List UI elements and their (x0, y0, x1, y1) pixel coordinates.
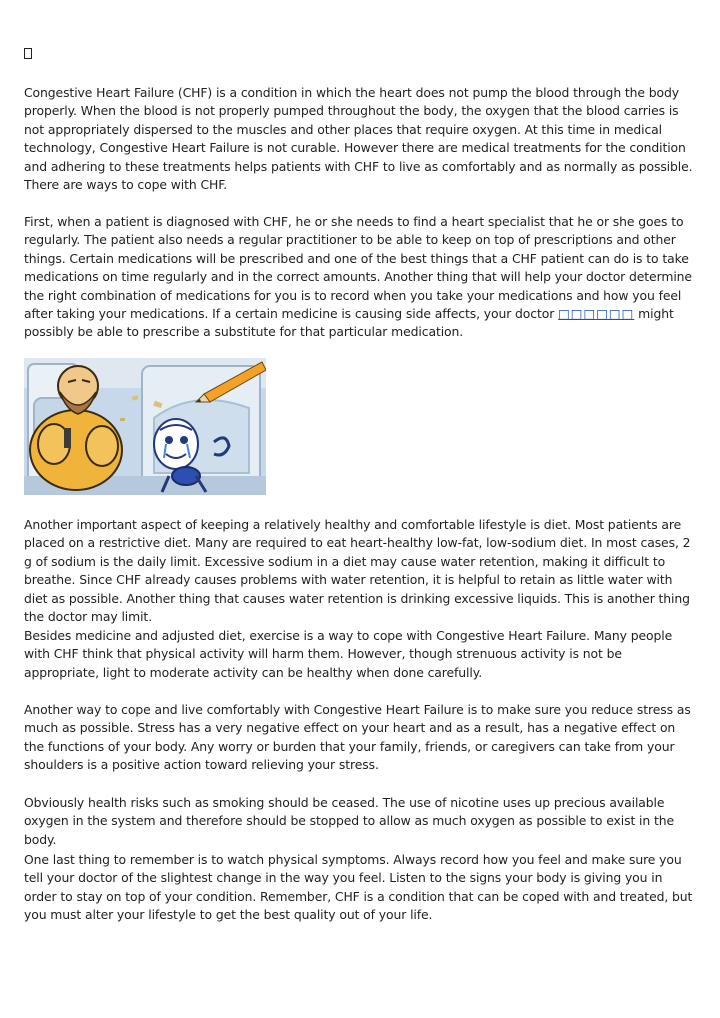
paragraph-exercise: Besides medicine and adjusted diet, exercise is a way to cope with Congestive Heart Failure. Many people with CHF think that physical activity will harm them. However, though strenuous activity is not be appropriate, light to moderate activity can be healthy when done carefully. (24, 628, 673, 680)
paragraph-medications-text-end: might possibly be able to prescribe a substitute for that particular medication. (24, 306, 674, 340)
paragraph-smoking: Obviously health risks such as smoking should be ceased. The use of nicotine uses up precious available oxygen in the system and therefore should be stopped to allow as much oxygen as possible to exist in the body. (24, 795, 675, 847)
inline-link[interactable]: □□□□□□ (558, 306, 635, 322)
paragraph-medications (24, 213, 696, 342)
paragraph-medications-text-start: First, when a patient is diagnosed with CHF, he or she needs to find a heart specialist that he or she goes to regularly. The patient also needs a regular practitioner to be able to keep on top of prescriptions and other things. Certain medications will be prescribed and one of the best things that a CHF patient can do is to take medications on time regularly and in the correct amounts. Another thing that will help your doctor determine the right combination of medications for you is to record when you take your medications and how you feel after taking your medications. If a certain medicine is causing side affects, your doctor (24, 214, 692, 322)
cartoon-illustration (24, 358, 266, 495)
paragraph-intro: Congestive Heart Failure (CHF) is a condition in which the heart does not pump the blood through the body properly. When the blood is not properly pumped throughout the body, the oxygen that the blood carries is not appropriately dispersed to the muscles and other places that require oxygen. At this time in medical technology, Congestive Heart Failure is not curable. However there are medical treatments for the condition and adhering to these treatments helps patients with CHF to live as comfortably and as normally as possible. There are ways to cope with CHF. (24, 85, 693, 193)
paragraph-symptoms: One last thing to remember is to watch physical symptoms. Always record how you feel and make sure you tell your doctor of the slightest change in the way you feel. Listen to the signs your body is giving you in order to stay on top of your condition. Remember, CHF is a condition that can be coped with and treated, but you must alter your lifestyle to get the best quality out of your life. (24, 852, 693, 923)
missing-glyph-icon (24, 48, 32, 59)
paragraph-stress: Another way to cope and live comfortably with Congestive Heart Failure is to make sure you reduce stress as much as possible. Stress has a very negative effect on your heart and as a result, has a negative effect on the functions of your body. Any worry or burden that your family, friends, or caregivers can take from your shoulders is a positive action toward relieving your stress. (24, 702, 691, 773)
paragraph-diet: Another important aspect of keeping a relatively healthy and comfortable lifestyle is diet. Most patients are placed on a restrictive diet. Many are required to eat heart-healthy low-fat, low-sodium diet. In most cases, 2 g of sodium is the daily limit. Excessive sodium in a diet may cause water retention, making it difficult to breathe. Since CHF already causes problems with water retention, it is helpful to retain as little water with diet as possible. Another thing that causes water retention is drinking excessive liquids. This is another thing the doctor may limit. (24, 517, 691, 625)
cartoon-svg (24, 358, 266, 495)
